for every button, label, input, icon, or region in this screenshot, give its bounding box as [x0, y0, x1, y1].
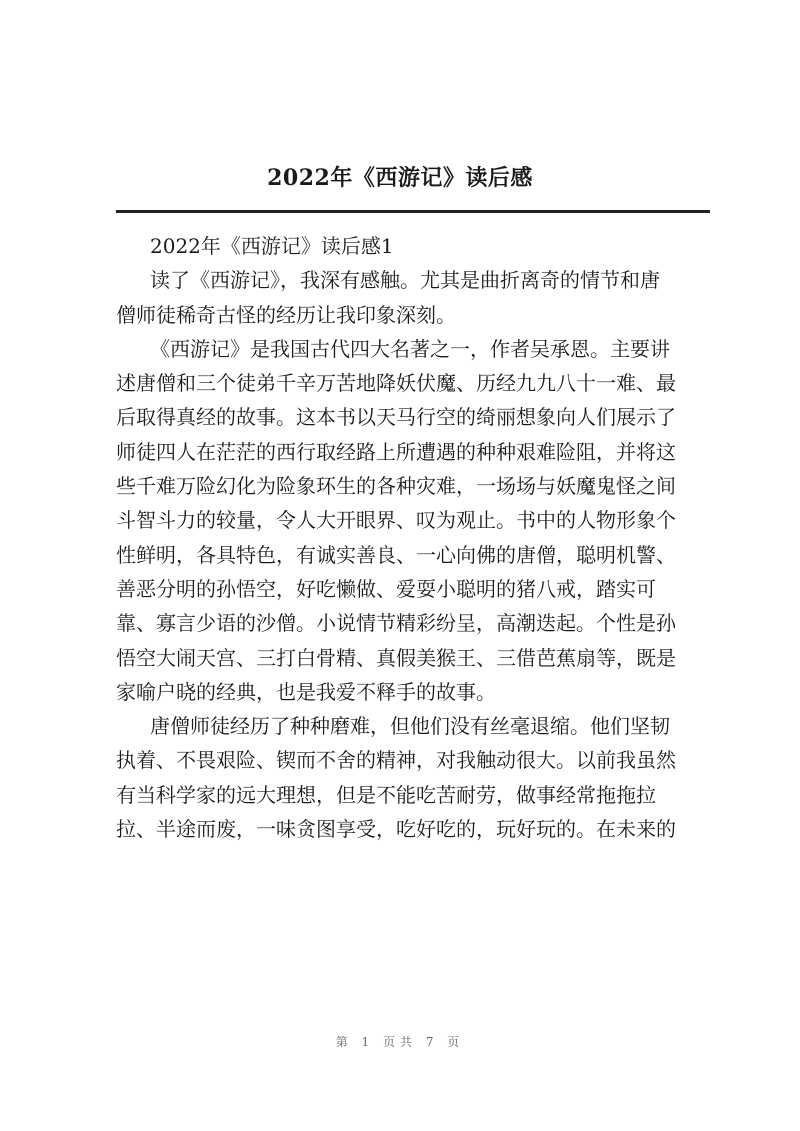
- paragraph-line: 斗智斗力的较量，令人大开眼界、叹为观止。书中的人物形象个: [116, 508, 676, 533]
- document-body: [116, 229, 710, 846]
- section-heading: 2022年《西游记》读后感1: [150, 234, 394, 258]
- title-divider: [116, 210, 710, 213]
- paragraph-line: 性鲜明，各具特色，有诚实善良、一心向佛的唐僧，聪明机警、: [116, 542, 676, 567]
- paragraph-line: 有当科学家的远大理想，但是不能吃苦耐劳，做事经常拖拖拉: [116, 782, 656, 807]
- paragraph-line: 善恶分明的孙悟空，好吃懒做、爱耍小聪明的猪八戒，踏实可: [116, 576, 656, 601]
- paragraph-line: 后取得真经的故事。这本书以天马行空的绮丽想象向人们展示了: [116, 405, 676, 430]
- paragraph-line: 师徒四人在茫茫的西行取经路上所遭遇的种种艰难险阻，并将这: [116, 439, 676, 464]
- paragraph-line: 读了《西游记》，我深有感触。尤其是曲折离奇的情节和唐: [150, 268, 660, 293]
- paragraph-line: 《西游记》是我国古代四大名著之一，作者吴承恩。主要讲: [150, 336, 670, 361]
- paragraph-line: 拉、半途而废，一味贪图享受，吃好吃的，玩好玩的。在未来的: [116, 817, 676, 842]
- paragraph-line: 唐僧师徒经历了种种磨难，但他们没有丝毫退缩。他们坚韧: [150, 714, 670, 739]
- paragraph-line: 僧师徒稀奇古怪的经历让我印象深刻。: [116, 302, 456, 327]
- paragraph-line: 靠、寡言少语的沙僧。小说情节精彩纷呈，高潮迭起。个性是孙: [116, 611, 676, 636]
- document-title: 2022年《西游记》读后感: [267, 165, 533, 191]
- page-number-footer: 第 1 页共 7 页: [335, 1035, 465, 1049]
- paragraph-line: 执着、不畏艰险、锲而不舍的精神，对我触动很大。以前我虽然: [116, 748, 676, 773]
- paragraph-line: 些千难万险幻化为险象环生的各种灾难，一场场与妖魔鬼怪之间: [116, 474, 676, 499]
- paragraph-line: 悟空大闹天宫、三打白骨精、真假美猴王、三借芭蕉扇等，既是: [116, 645, 676, 670]
- paragraph-line: 家喻户晓的经典，也是我爱不释手的故事。: [116, 679, 496, 704]
- paragraph-line: 述唐僧和三个徒弟千辛万苦地降妖伏魔、历经九九八十一难、最: [116, 371, 676, 396]
